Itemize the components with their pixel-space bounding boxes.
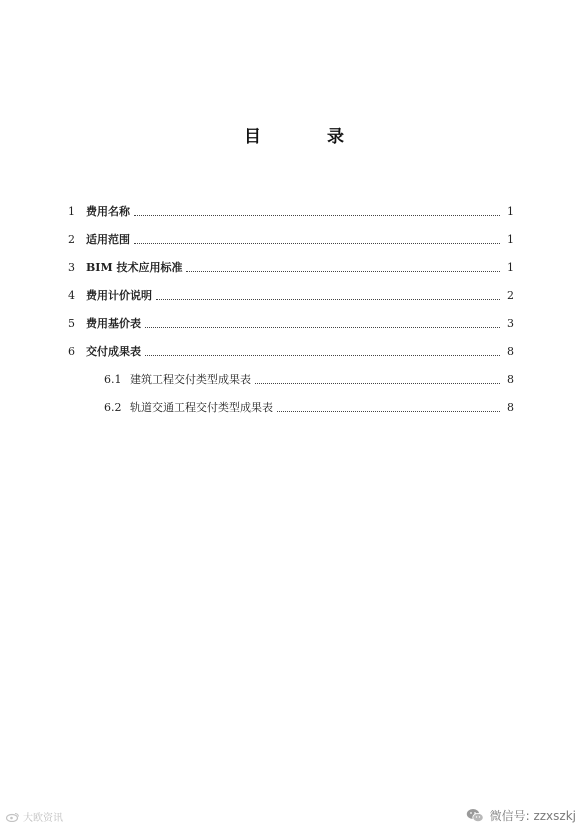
toc-entry-number: 1 bbox=[68, 204, 75, 218]
dot-leader bbox=[255, 383, 500, 384]
toc-subentry[interactable] bbox=[68, 393, 514, 421]
toc-entry-page: 8 bbox=[507, 344, 514, 358]
toc-title: 目 录 bbox=[244, 127, 374, 147]
toc-entry-page: 2 bbox=[507, 288, 514, 302]
toc-entry[interactable] bbox=[68, 281, 514, 309]
wechat-icon bbox=[466, 808, 484, 823]
toc-entry-number: 4 bbox=[68, 288, 75, 302]
toc-entry-label: 轨道交通工程交付类型成果表 bbox=[130, 401, 273, 414]
toc-entry[interactable] bbox=[68, 309, 514, 337]
toc-entry-page: 1 bbox=[507, 204, 514, 218]
watermark-right-text: 微信号: zzxszkj bbox=[489, 809, 576, 823]
table-of-contents bbox=[68, 197, 514, 421]
toc-entry-number: 6.2 bbox=[104, 400, 122, 414]
weibo-logo-icon bbox=[6, 812, 20, 822]
toc-entry-number: 5 bbox=[68, 316, 75, 330]
toc-entry[interactable] bbox=[68, 253, 514, 281]
toc-entry-label: 费用基价表 bbox=[86, 317, 141, 330]
dot-leader bbox=[134, 243, 500, 244]
dot-leader bbox=[134, 215, 500, 216]
dot-leader bbox=[277, 411, 500, 412]
toc-entry[interactable] bbox=[68, 337, 514, 365]
toc-entry-number: 6.1 bbox=[104, 372, 122, 386]
dot-leader bbox=[186, 271, 500, 272]
toc-entry-label: BIM 技术应用标准 bbox=[86, 261, 183, 274]
toc-entry-page: 1 bbox=[507, 232, 514, 246]
toc-entry-number: 3 bbox=[68, 260, 75, 274]
toc-entry-label: 费用名称 bbox=[86, 205, 130, 218]
watermark-left bbox=[6, 809, 63, 824]
toc-entry[interactable] bbox=[68, 225, 514, 253]
toc-entry-label: 交付成果表 bbox=[86, 345, 141, 358]
toc-entry-number: 6 bbox=[68, 344, 75, 358]
toc-entry-label: 费用计价说明 bbox=[86, 289, 152, 302]
toc-entry[interactable] bbox=[68, 197, 514, 225]
toc-subentry[interactable] bbox=[68, 365, 514, 393]
dot-leader bbox=[156, 299, 500, 300]
toc-entry-page: 1 bbox=[507, 260, 514, 274]
dot-leader bbox=[145, 355, 500, 356]
toc-entry-label: 建筑工程交付类型成果表 bbox=[130, 373, 251, 386]
toc-entry-label: 适用范围 bbox=[86, 233, 130, 246]
dot-leader bbox=[145, 327, 500, 328]
toc-entry-page: 3 bbox=[507, 316, 514, 330]
toc-entry-page: 8 bbox=[507, 400, 514, 414]
watermark-left-text: 大欧资讯 bbox=[23, 813, 63, 824]
toc-entry-page: 8 bbox=[507, 372, 514, 386]
toc-entry-number: 2 bbox=[68, 232, 75, 246]
watermark-right bbox=[466, 807, 576, 824]
